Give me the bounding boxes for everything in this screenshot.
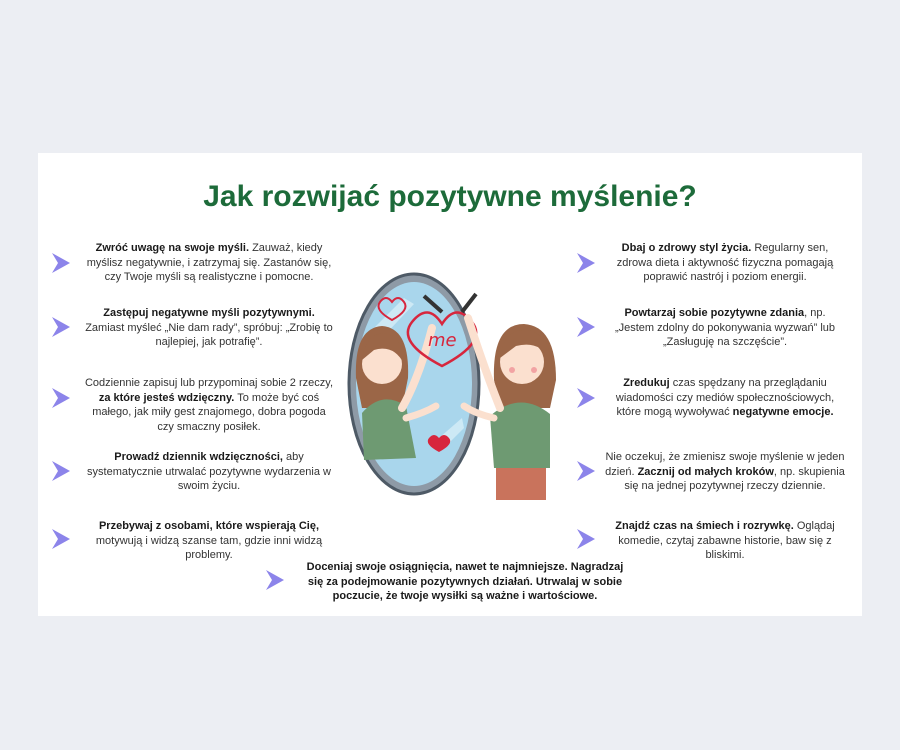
tip-bold: Dbaj o zdrowy styl życia. [621, 242, 752, 254]
tip-text: To może być coś małego, jak miły gest znajomego, dobra pogoda czy smaczny posiłek. [92, 391, 326, 433]
chevron-right-icon [50, 386, 72, 410]
chevron-right-icon [264, 568, 286, 592]
tip-bold: Zastępuj negatywne myśli pozytywnymi. [103, 307, 315, 319]
tip-text: czas spędzany na przeglądaniu wiadomości czy mediów społecznościowych, które mogą wywoływać [615, 377, 835, 418]
chevron-right-icon [50, 251, 72, 275]
girl-at-mirror-illustration [344, 268, 566, 500]
tip-text: Zamiast myśleć „Nie dam rady”, spróbuj: „Zrobię to najlepiej, jak potrafię”. [85, 321, 333, 348]
tip-text: aby systematycznie utrwalać pozytywne wydarzenia w swoim życiu. [87, 451, 331, 492]
tip-text: , np. „Jestem zdolny do pokonywania wyzwań” lub „Zasługuję na szczęście”. [614, 307, 836, 348]
tip-bold: Przebywaj z osobami, które wspierają Cię, [98, 520, 320, 532]
tip-bold: za które jesteś wdzięczny. [98, 391, 235, 404]
tip-text: Regularny sen, zdrowa dieta i aktywność fizyczna pomagają poprawić nastrój i poziom energii. [616, 242, 834, 283]
tip-text: Codziennie zapisuj lub przypominaj sobie 2 rzeczy, [84, 377, 334, 389]
tip-bold: Zredukuj [623, 377, 670, 389]
chevron-right-icon [575, 386, 597, 410]
chevron-right-icon [50, 315, 72, 339]
chevron-right-icon [575, 251, 597, 275]
tip-text: Oglądaj komedie, czytaj zabawne historie, baw się z bliskimi. [618, 520, 835, 561]
tip-text: motywują i widzą szanse tam, gdzie inni widzą problemy. [95, 534, 323, 561]
chevron-right-icon [50, 459, 72, 483]
tip-bold: Prowadź dziennik wdzięczności, [114, 451, 283, 463]
tip-bold: negatywne emocje. [732, 406, 834, 418]
mirror-text: me [428, 330, 457, 351]
tip-bold: Znajdź czas na śmiech i rozrywkę. [615, 520, 794, 532]
tip-text: , np. skupienia się na jednej pozytywnej rzeczy dziennie. [624, 465, 845, 492]
tip-bold: Powtarzaj sobie pozytywne zdania [624, 307, 805, 319]
tip-bold: Doceniaj swoje osiągnięcia, nawet te najmniejsze. Nagradzaj się za podejmowanie pozytywnych działań. Utrwalaj w sobie poczucie, że twoje wysiłki są ważne i wartościowe. [306, 561, 624, 602]
chevron-right-icon [575, 459, 597, 483]
tip-text: Zauważ, kiedy myślisz negatywnie, i zatrzymaj się. Zastanów się, czy Twoje myśli są realistyczne i pomocne. [86, 242, 332, 283]
page-title: Jak rozwijać pozytywne myślenie? [203, 180, 697, 213]
chevron-right-icon [575, 527, 597, 551]
tip-bold: Zacznij od małych kroków [637, 465, 774, 478]
tip-text: Nie oczekuj, że zmienisz swoje myślenie w jeden dzień. [605, 451, 845, 478]
chevron-right-icon [575, 315, 597, 339]
chevron-right-icon [50, 527, 72, 551]
infographic-card [38, 153, 862, 616]
tip-bold: Zwróć uwagę na swoje myśli. [95, 242, 250, 254]
